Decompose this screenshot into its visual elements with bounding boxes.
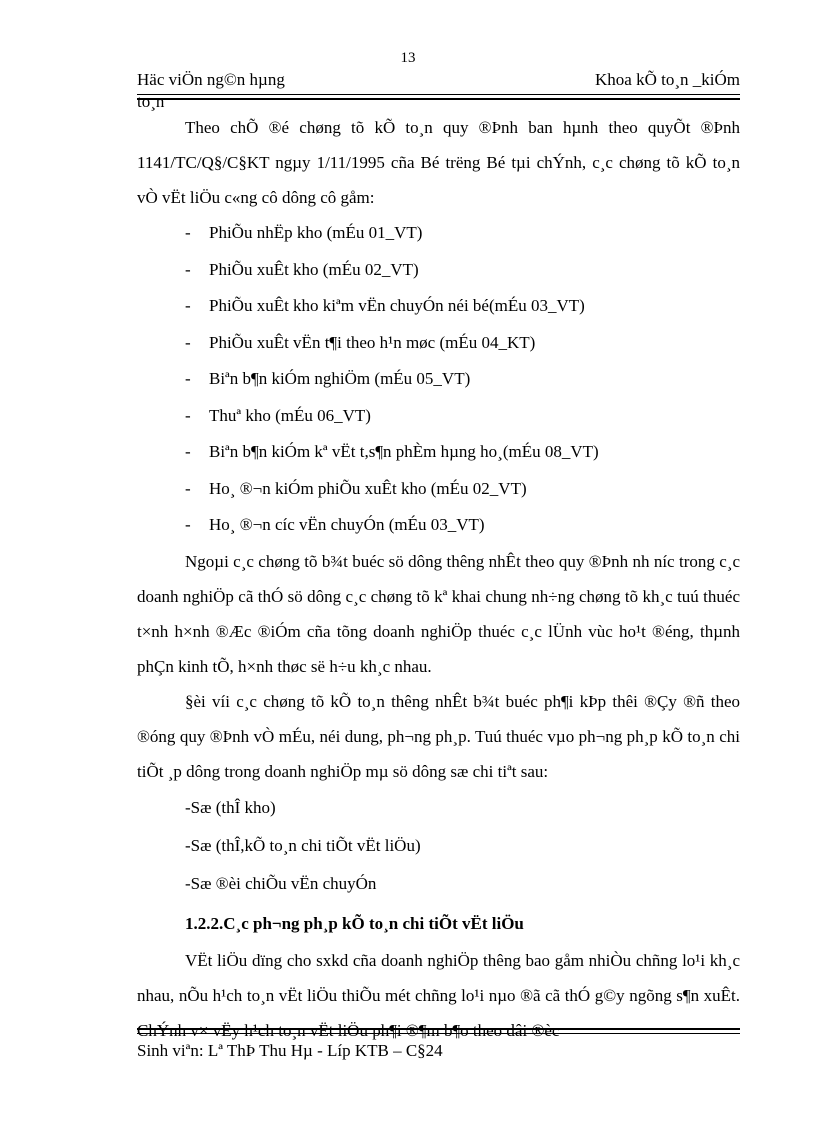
materials-paragraph: [137, 943, 740, 1048]
list-item: - Ho¸ ®¬n cíc vËn chuyÓn (mÉu 03_VT): [185, 515, 485, 534]
header-rule-thin: [137, 94, 740, 95]
page-number: 13: [400, 50, 416, 66]
list-item: - Biªn b¶n kiÓm kª vËt t,s¶n phÈm hµng ho¸(mÉu 08_VT): [185, 442, 599, 461]
intro-text: Theo chÕ ®é chøng tõ kÕ to¸n quy ®Þnh ban hµnh theo quyÕt ®Þnh 1141/TC/Q§/C§KT ngµy 1/11/1995 cña Bé trëng Bé tµi chÝnh, c¸c chøng tõ kÕ to¸n vÒ vËt liÖu c«ng cô dông cô gåm:: [137, 118, 740, 207]
header-rule-thick: [137, 98, 740, 100]
other-vouchers-text: Ngoµi c¸c chøng tõ b¾t buéc sö dông thêng nhÊt theo quy ®Þnh nh níc trong c¸c doanh nghiÖp cã thÓ sö dông c¸c chøng tõ kª khai chung nh÷ng chøng tõ kh¸c tuú thuéc t×nh h×nh ®Æc ®iÓm cña tõng doanh nghiÖp thuéc c¸c lÜnh vùc ho¹t ®éng, thµnh phÇn kinh tÕ, h×nh thøc së h÷u kh¸c nhau.: [137, 551, 740, 676]
list-item-text: Ho¸ ®¬n cíc vËn chuyÓn (mÉu 03_VT): [209, 515, 485, 534]
list-item: - Ho¸ ®¬n kiÓm phiÕu xuÊt kho (mÉu 02_VT): [185, 478, 527, 498]
list-item-text: PhiÕu xuÊt vËn t¶i theo h¹n møc (mÉu 04_KT): [209, 332, 536, 352]
footer-author: Sinh viªn: Lª ThÞ Thu Hµ - Líp KTB – C§24: [137, 1041, 443, 1060]
list-item-text: PhiÕu xuÊt kho (mÉu 02_VT): [209, 259, 419, 279]
other-vouchers-paragraph: [137, 544, 740, 684]
section-heading: 1.2.2.C¸c ph¬ng ph¸p kÕ to¸n chi tiÕt vËt liÖu: [185, 913, 524, 933]
mandatory-vouchers-text: §èi víi c¸c chøng tõ kÕ to¸n thêng nhÊt b¾t buéc ph¶i kÞp thêi ®Çy ®ñ theo ®óng quy ®Þnh vÒ mÉu, néi dung, ph¬ng ph¸p. Tuú thuéc vµo ph¬ng ph¸p kÕ to¸n chi tiÕt ¸p dông trong doanh nghiÖp mµ sö dông sæ chi tiªt sau:: [137, 691, 740, 781]
list-item: - PhiÕu xuÊt vËn t¶i theo h¹n møc (mÉu 04_KT): [185, 332, 536, 352]
list-item: - Biªn b¶n kiÓm nghiÖm (mÉu 05_VT): [185, 369, 471, 388]
list-item-text: PhiÕu xuÊt kho kiªm vËn chuyÓn néi bé(mÉu 03_VT): [209, 296, 585, 315]
materials-text: VËt liÖu dïng cho sxkd cña doanh nghiÖp thêng bao gåm nhiÒu chñng lo¹i kh¸c nhau, nÕu h¹ch to¸n vËt liÖu thiÕu mét chñng lo¹i nµo ®ã cã thÓ g©y ngõng s¶n xuÊt. ChÝnh v× vËy h¹ch to¸n vËt liÖu ph¶i ®¶m b¶o theo dâi ®èc: [137, 950, 740, 1040]
footer-rule-thick: [137, 1028, 740, 1030]
list-item-text: Biªn b¶n kiÓm kª vËt t,s¶n phÈm hµng ho¸(mÉu 08_VT): [209, 442, 599, 461]
list-item: - Thuª kho (mÉu 06_VT): [185, 405, 371, 425]
mandatory-vouchers-paragraph: [137, 684, 740, 789]
list-item-text: Ho¸ ®¬n kiÓm phiÕu xuÊt kho (mÉu 02_VT): [209, 478, 527, 498]
header-department-continued: to¸n: [137, 92, 165, 111]
header-department: Khoa kÕ to¸n _kiÓm: [595, 70, 740, 89]
document-body: [137, 110, 740, 1048]
list-item: - PhiÕu xuÊt kho kiªm vËn chuyÓn néi bé(mÉu 03_VT): [185, 296, 585, 315]
list-item-text: PhiÕu nhËp kho (mÉu 01_VT): [209, 223, 423, 242]
book-item: -Sæ (thÎ kho): [185, 797, 276, 817]
book-item: -Sæ ®èi chiÕu vËn chuyÓn: [185, 873, 377, 893]
book-item: -Sæ (thÎ,kÕ to¸n chi tiÕt vËt liÖu): [185, 835, 421, 855]
list-item: - PhiÕu nhËp kho (mÉu 01_VT): [185, 223, 423, 242]
footer-rule-thin: [137, 1033, 740, 1034]
intro-paragraph: [137, 110, 740, 215]
list-item-text: Biªn b¶n kiÓm nghiÖm (mÉu 05_VT): [209, 369, 471, 388]
header-institution: Häc viÖn ng©n hµng: [137, 70, 285, 89]
list-item-text: Thuª kho (mÉu 06_VT): [209, 405, 371, 425]
voucher-list: [137, 215, 740, 544]
list-item: - PhiÕu xuÊt kho (mÉu 02_VT): [185, 259, 419, 279]
